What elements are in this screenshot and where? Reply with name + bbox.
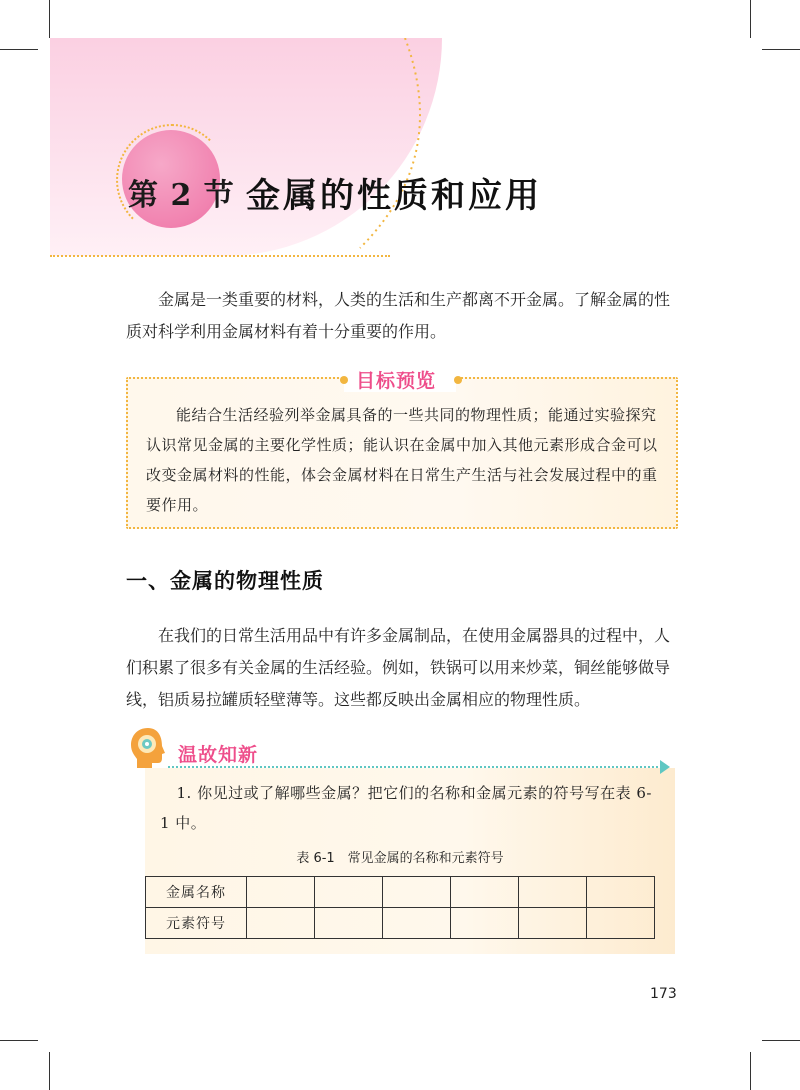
goal-title: 目标预览 bbox=[356, 370, 437, 392]
goal-dot-icon bbox=[454, 376, 462, 384]
table-row bbox=[146, 908, 655, 939]
table-cell[interactable] bbox=[383, 877, 451, 908]
crop-mark bbox=[49, 1052, 50, 1090]
crop-mark bbox=[762, 1040, 800, 1041]
goal-text: 能结合生活经验列举金属具备的一些共同的物理性质；能通过实验探究认识常见金属的主要化学性质；能认识在金属中加入其他元素形成合金可以改变金属材料的性能，体会金属材料在日常生产生活与社会发展过程中的重要作用。 bbox=[146, 406, 658, 514]
header-dotted-arc bbox=[50, 38, 460, 258]
lightbulb-head-icon bbox=[128, 725, 168, 771]
crop-mark bbox=[49, 0, 50, 38]
table-cell[interactable] bbox=[519, 877, 587, 908]
body-paragraph: 在我们的日常生活用品中有许多金属制品，在使用金属器具的过程中，人们积累了很多有关金属的生活经验。例如，铁锅可以用来炒菜，铜丝能够做导线，铝质易拉罐质轻壁薄等。这些都反映出金属相应的物理性质。 bbox=[126, 626, 671, 709]
table-cell[interactable] bbox=[247, 908, 315, 939]
table-cell[interactable] bbox=[519, 908, 587, 939]
crop-mark bbox=[0, 49, 38, 50]
crop-mark bbox=[762, 49, 800, 50]
review-question: 1. 你见过或了解哪些金属？把它们的名称和金属元素的符号写在表 6-1 中。 bbox=[160, 784, 652, 832]
intro-paragraph: 金属是一类重要的材料，人类的生活和生产都离不开金属。了解金属的性质对科学利用金属材料有着十分重要的作用。 bbox=[126, 290, 671, 341]
arrow-right-icon bbox=[660, 760, 670, 774]
page-number: 173 bbox=[650, 986, 677, 1002]
section-title: 金属的性质和应用 bbox=[246, 176, 542, 216]
table-cell[interactable] bbox=[587, 877, 655, 908]
table-cell[interactable] bbox=[587, 908, 655, 939]
subsection-heading: 一、金属的物理性质 bbox=[126, 568, 324, 593]
metal-table bbox=[145, 876, 655, 939]
crop-mark bbox=[750, 0, 751, 38]
crop-mark bbox=[750, 1052, 751, 1090]
table-cell[interactable] bbox=[247, 877, 315, 908]
table-caption: 表 6-1 常见金属的名称和元素符号 bbox=[296, 851, 504, 866]
review-title: 温故知新 bbox=[178, 744, 259, 766]
table-cell[interactable] bbox=[315, 908, 383, 939]
table-cell[interactable] bbox=[315, 877, 383, 908]
table-cell[interactable] bbox=[451, 908, 519, 939]
row-header-element-symbol: 元素符号 bbox=[146, 908, 247, 939]
table-cell[interactable] bbox=[451, 877, 519, 908]
crop-mark bbox=[0, 1040, 38, 1041]
goal-dot-icon bbox=[340, 376, 348, 384]
section-number: 第 2 节 bbox=[128, 178, 235, 213]
row-header-metal-name: 金属名称 bbox=[146, 877, 247, 908]
table-row bbox=[146, 877, 655, 908]
table-cell[interactable] bbox=[383, 908, 451, 939]
